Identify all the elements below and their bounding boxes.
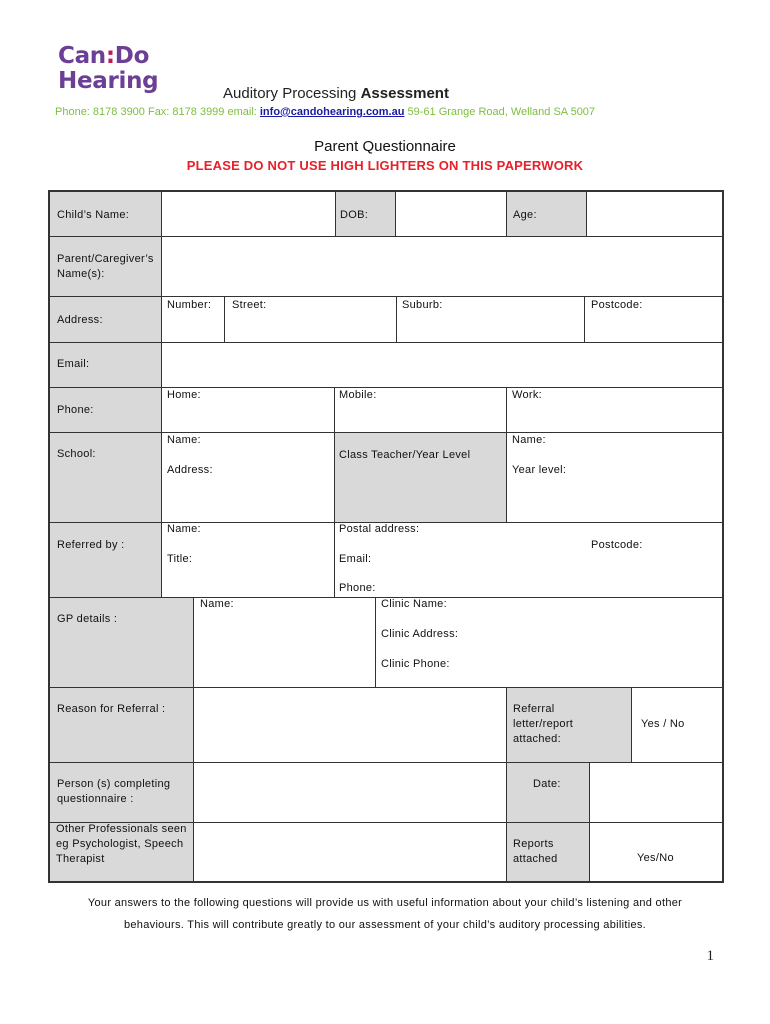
postal-address-label: Postal address:	[339, 523, 420, 535]
other-prof-field[interactable]	[193, 822, 507, 882]
postcode-label: Postcode:	[591, 299, 643, 311]
date-label: Date:	[533, 778, 561, 790]
class-teacher-label-cell	[334, 432, 507, 523]
intro-line-2: behaviours. This will contribute greatly to our assessment of your child’s auditory processing abilities.	[123, 919, 647, 931]
form-title: Parent Questionnaire	[314, 138, 456, 155]
suburb-label: Suburb:	[402, 299, 443, 311]
referrer-name-label: Name:	[167, 523, 201, 535]
clinic-name-label: Clinic Name:	[381, 598, 447, 610]
work-label: Work:	[512, 389, 543, 401]
school-label-cell	[49, 432, 162, 523]
other-professionals-label: Other Professionals seen eg Psychologist, Speech Therapist	[56, 823, 187, 865]
age-label: Age:	[513, 209, 537, 221]
document-title: Auditory Processing Assessment	[223, 85, 449, 102]
email-field[interactable]	[161, 342, 723, 388]
number-label: Number:	[167, 299, 212, 311]
warning-text: PLEASE DO NOT USE HIGH LIGHTERS ON THIS PAPERWORK	[186, 158, 584, 173]
gp-label-cell	[49, 597, 194, 688]
phone-label: Phone:	[57, 404, 94, 416]
referrer-postcode-label: Postcode:	[591, 539, 643, 551]
yes-no-option-2[interactable]: Yes/No	[637, 852, 674, 864]
logo: Can:Do Hearing	[58, 43, 159, 94]
date-field[interactable]	[589, 762, 723, 823]
referrer-email-label: Email:	[339, 553, 372, 565]
email-label: Email:	[57, 358, 90, 370]
child-name-field[interactable]	[161, 191, 336, 237]
mobile-label: Mobile:	[339, 389, 377, 401]
school-label: School:	[57, 448, 96, 460]
address-label: Address:	[57, 314, 103, 326]
dob-label: DOB:	[340, 209, 369, 221]
school-address-label: Address:	[167, 464, 213, 476]
referrer-title-label: Title:	[167, 553, 193, 565]
reports-attached-label: Reports attached	[513, 838, 558, 865]
clinic-address-label: Clinic Address:	[381, 628, 459, 640]
child-name-label: Child’s Name:	[57, 209, 130, 221]
clinic-phone-label: Clinic Phone:	[381, 658, 450, 670]
class-teacher-label: Class Teacher/Year Level	[339, 449, 471, 461]
age-field[interactable]	[586, 191, 723, 237]
referred-by-label-cell	[49, 522, 162, 598]
yes-no-option[interactable]: Yes / No	[641, 718, 685, 730]
person-field[interactable]	[193, 762, 507, 823]
referred-by-label: Referred by :	[57, 539, 125, 551]
school-name-label: Name:	[167, 434, 201, 446]
teacher-name-label: Name:	[512, 434, 546, 446]
reason-label-cell	[49, 687, 194, 763]
contact-line: Phone: 8178 3900 Fax: 8178 3999 email: info@candohearing.com.au 59-61 Grange Road, Welland SA 5007	[55, 106, 596, 118]
referrer-phone-label: Phone:	[339, 582, 376, 594]
referral-letter-label: Referral letter/report attached:	[513, 703, 574, 745]
parent-label: Parent/Caregiver’s Name(s):	[57, 253, 154, 280]
home-label: Home:	[167, 389, 201, 401]
year-level-label: Year level:	[512, 464, 567, 476]
dob-field[interactable]	[395, 191, 507, 237]
street-label: Street:	[232, 299, 267, 311]
parent-field[interactable]	[161, 236, 723, 297]
page-number: 1	[706, 948, 714, 964]
reason-field[interactable]	[193, 687, 507, 763]
gp-details-label: GP details :	[57, 613, 118, 625]
email-link[interactable]: info@candohearing.com.au	[259, 106, 405, 118]
person-completing-label: Person (s) completing questionnaire :	[57, 778, 171, 805]
reason-label: Reason for Referral :	[57, 703, 166, 715]
intro-line-1: Your answers to the following questions will provide us with useful information about your child’s listening and other	[87, 897, 683, 909]
gp-name-label: Name:	[200, 598, 234, 610]
date-label-cell	[506, 762, 590, 823]
form-table	[48, 190, 724, 883]
